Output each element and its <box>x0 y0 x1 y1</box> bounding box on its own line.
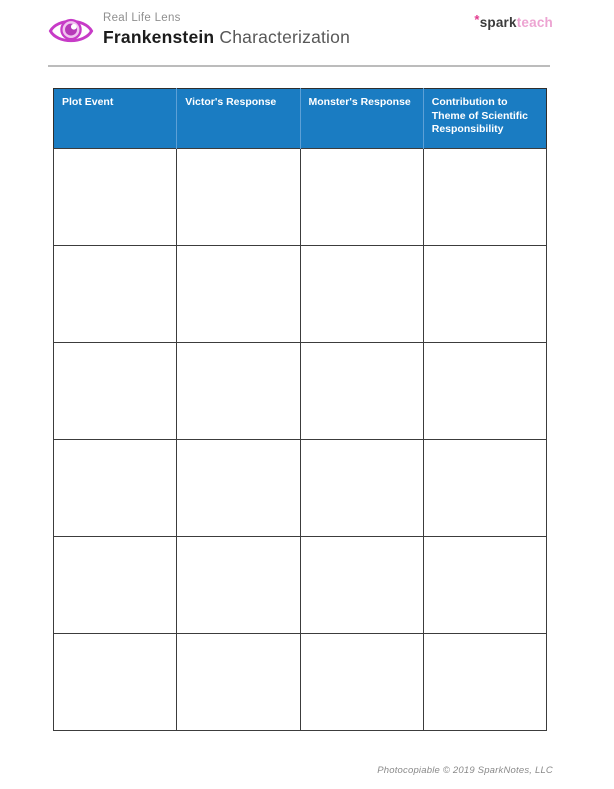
column-header-theme-contribution: Contribution to Theme of Scientific Responsibility <box>423 89 546 149</box>
table-cell <box>300 343 423 440</box>
page-title-topic: Characterization <box>219 27 351 47</box>
table-cell <box>54 537 177 634</box>
table-cell <box>54 246 177 343</box>
logo-spark-text: spark <box>479 15 517 30</box>
table-row <box>54 149 547 246</box>
table-cell <box>177 343 300 440</box>
table-row <box>54 343 547 440</box>
table-cell <box>300 634 423 731</box>
table-cell <box>423 246 546 343</box>
page-header <box>48 11 566 50</box>
table-cell <box>54 634 177 731</box>
table-row <box>54 246 547 343</box>
logo-teach-text: teach <box>516 15 553 30</box>
table-cell <box>54 440 177 537</box>
table-cell <box>423 149 546 246</box>
column-header-victors-response: Victor's Response <box>177 89 300 149</box>
table-cell <box>54 343 177 440</box>
table-body <box>54 149 547 731</box>
table-cell <box>177 634 300 731</box>
header-divider <box>48 65 550 67</box>
table-header-row <box>54 89 547 149</box>
table-cell <box>423 634 546 731</box>
page-title-book: Frankenstein <box>103 27 215 47</box>
sparkteach-logo <box>474 12 553 30</box>
brand-label: Real Life Lens <box>103 12 181 24</box>
table-cell <box>300 440 423 537</box>
table-cell <box>177 537 300 634</box>
table-cell <box>423 440 546 537</box>
logo-asterisk-icon: * <box>474 12 480 27</box>
column-header-plot-event: Plot Event <box>54 89 177 149</box>
table-cell <box>300 537 423 634</box>
table-row <box>54 440 547 537</box>
table-cell <box>300 149 423 246</box>
table-cell <box>177 149 300 246</box>
table-cell <box>54 149 177 246</box>
table-head <box>54 89 547 149</box>
table-cell <box>300 246 423 343</box>
footer-copyright: Photocopiable © 2019 SparkNotes, LLC <box>377 765 553 776</box>
column-header-monsters-response: Monster's Response <box>300 89 423 149</box>
title-block <box>103 11 350 48</box>
table-cell <box>423 343 546 440</box>
page-title <box>103 27 350 48</box>
table-cell <box>177 246 300 343</box>
table-row <box>54 634 547 731</box>
eye-icon <box>48 12 94 50</box>
table-cell <box>423 537 546 634</box>
characterization-table <box>53 88 547 731</box>
table-cell <box>177 440 300 537</box>
table-row <box>54 537 547 634</box>
